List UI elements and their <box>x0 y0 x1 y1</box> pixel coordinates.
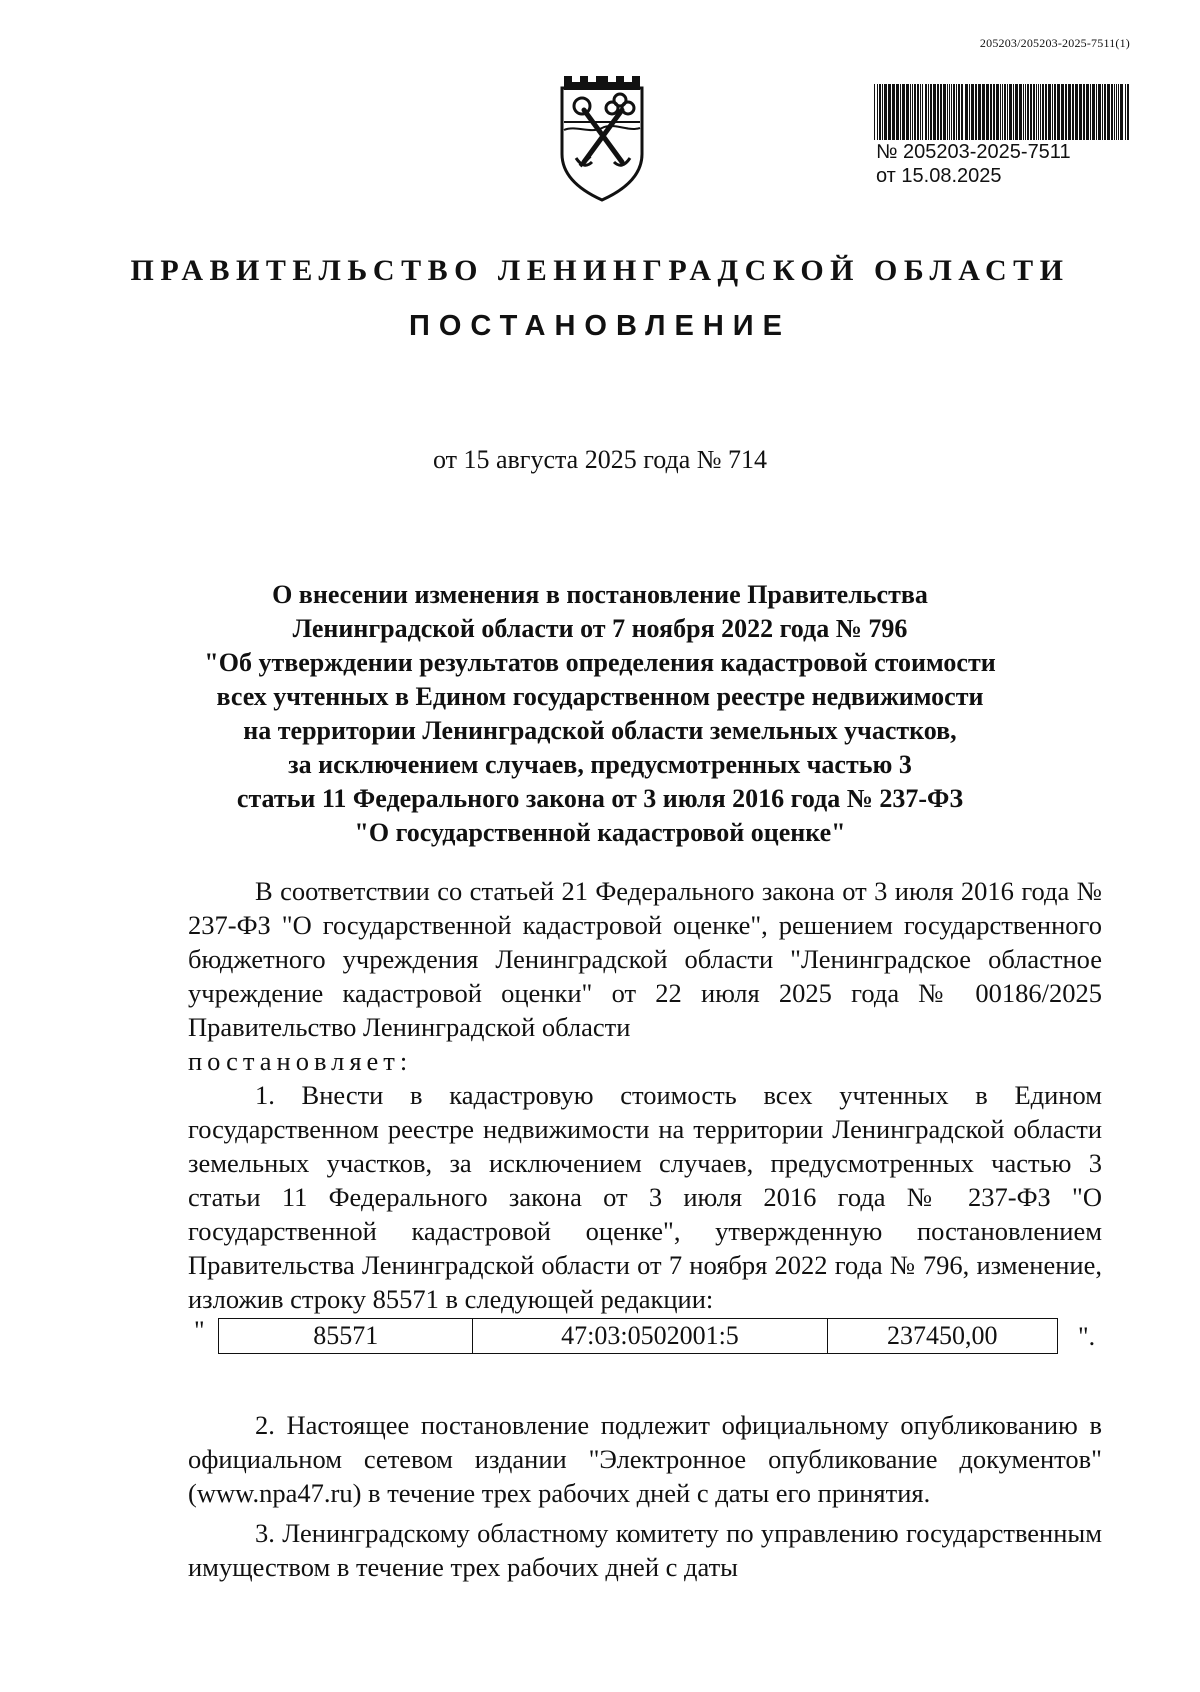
barcode-bar <box>969 84 970 140</box>
barcode-bar <box>996 84 999 140</box>
barcode-bar <box>910 84 911 140</box>
barcode-bar <box>1114 84 1115 140</box>
barcode-bar <box>982 84 985 140</box>
barcode-bar <box>975 84 977 140</box>
subject-line: "Об утверждении результатов определения кадастровой стоимости <box>204 648 996 677</box>
document-subject <box>160 578 1040 850</box>
barcode-bar <box>888 84 891 140</box>
decree-word: постановляет: <box>188 1046 413 1076</box>
close-quote: ". <box>1078 1322 1096 1351</box>
document-body-bottom <box>188 1408 1102 1584</box>
barcode-bar <box>925 84 927 140</box>
barcode-bar <box>1102 84 1103 140</box>
subject-line: всех учтенных в Едином государственном реестре недвижимости <box>216 682 984 711</box>
barcode-bar <box>1075 84 1078 140</box>
cadastral-number-cell: 47:03:0502001:5 <box>473 1319 827 1353</box>
barcode-bar <box>958 84 960 140</box>
barcode-bar <box>1092 84 1095 140</box>
barcode-bar <box>1086 84 1089 140</box>
barcode-bar <box>1052 84 1053 140</box>
barcode-bar <box>1019 84 1022 140</box>
document-body-top <box>188 874 1102 1316</box>
barcode-bar <box>1072 84 1074 140</box>
barcode-bar <box>1079 84 1082 140</box>
barcode-bar <box>1002 84 1003 140</box>
barcode-bar <box>1045 84 1047 140</box>
barcode-bar <box>892 84 895 140</box>
barcode-bar <box>1038 84 1039 140</box>
barcode-bar <box>1116 84 1117 140</box>
barcode-bar <box>879 84 881 140</box>
barcode-bar <box>1068 84 1071 140</box>
barcode-bar <box>1048 84 1051 140</box>
barcode-bar <box>1098 84 1101 140</box>
registration-info <box>876 140 1071 188</box>
barcode-bar <box>1027 84 1029 140</box>
subject-line: на территории Ленинградской области земельных участков, <box>243 716 957 745</box>
barcode-bar <box>1013 84 1014 140</box>
barcode-bar <box>928 84 929 140</box>
preamble-paragraph: В соответствии со статьей 21 Федерального закона от 3 июля 2016 года № 237-ФЗ "О государственной кадастровой оценке", решением государственного бюджетного учреждения Ленинградской области "Ленинградское областное учреждение кадастровой оценки" от 22 июля 2025 года № 00186/2025 Правительство Ленинградской области <box>188 876 1102 1042</box>
barcode-bar <box>990 84 992 140</box>
subject-line: за исключением случаев, предусмотренных частью 3 <box>288 750 912 779</box>
barcode-bar <box>1015 84 1018 140</box>
open-quote: " <box>194 1316 205 1345</box>
barcode-bar <box>1104 84 1106 140</box>
subject-line: О внесении изменения в постановление Правительства <box>272 580 928 609</box>
barcode-bar <box>1054 84 1056 140</box>
barcode-bar <box>949 84 950 140</box>
barcode-bar <box>933 84 936 140</box>
row-number-cell: 85571 <box>219 1319 473 1353</box>
barcode-bar <box>914 84 916 140</box>
barcode-bar <box>1009 84 1012 140</box>
barcode-bar <box>951 84 952 140</box>
barcode-bar <box>1042 84 1044 140</box>
leningrad-oblast-coat-of-arms-icon <box>556 70 648 204</box>
barcode-bar <box>900 84 901 140</box>
barcode-bar <box>920 84 921 140</box>
barcode-bar <box>1004 84 1006 140</box>
barcode-bar <box>877 84 878 140</box>
barcode-bar <box>1118 84 1119 140</box>
subject-line: Ленинградской области от 7 ноября 2022 года № 796 <box>292 614 908 643</box>
barcode-bar <box>906 84 909 140</box>
barcode-bar <box>1107 84 1110 140</box>
barcode-bar <box>896 84 899 140</box>
barcode-bar <box>1033 84 1035 140</box>
subject-line: "О государственной кадастровой оценке" <box>354 818 846 847</box>
amended-row-table <box>218 1318 1058 1354</box>
barcode-bar <box>943 84 946 140</box>
barcode-bar <box>912 84 913 140</box>
barcode-bar <box>1061 84 1064 140</box>
barcode-bar <box>1127 84 1129 140</box>
barcode-bar <box>937 84 939 140</box>
subject-line: статьи 11 Федерального закона от 3 июля 2016 года № 237-ФЗ <box>236 784 964 813</box>
barcode-bar <box>971 84 974 140</box>
item-1-paragraph: 1. Внести в кадастровую стоимость всех учтенных в Едином государственном реестре недвижимости на территории Ленинградской области земельных участков, за исключением случаев, предусмотренных частью 3 статьи 11 Федерального закона от 3 июля 2016 года № 237-ФЗ "О государственной кадастровой оценке", утвержденную постановлением Правительства Ленинградской области от 7 ноября 2022 года № 796, изменение, изложив строку 85571 в следующей редакции: <box>188 1080 1102 1314</box>
barcode-bar <box>1036 84 1037 140</box>
barcode-bar <box>986 84 989 140</box>
barcode-bar <box>882 84 883 140</box>
barcode-bar <box>930 84 932 140</box>
barcode-bar <box>1083 84 1085 140</box>
barcode-bar <box>922 84 923 140</box>
barcode-bar <box>1025 84 1026 140</box>
registration-date: от 15.08.2025 <box>876 165 1002 187</box>
barcode-bar <box>1096 84 1097 140</box>
barcode-bar <box>1057 84 1060 140</box>
barcode-bar <box>917 84 919 140</box>
barcode-bar <box>953 84 955 140</box>
barcode-bar <box>940 84 942 140</box>
barcode <box>874 84 1130 140</box>
barcode-bar <box>1023 84 1024 140</box>
barcode-bar <box>961 84 963 140</box>
item-2-paragraph: 2. Настоящее постановление подлежит официальному опубликованию в официальном сетевом издании "Электронное опубликование документов" (www.npa47.ru) в течение трех рабочих дней с даты его принятия. <box>188 1410 1102 1508</box>
barcode-bar <box>874 84 875 140</box>
barcode-bar <box>1000 84 1001 140</box>
barcode-bar <box>956 84 957 140</box>
barcode-bar <box>1007 84 1008 140</box>
registry-code: 205203/205203-2025-7511(1) <box>979 36 1130 50</box>
document-date-number: от 15 августа 2025 года № 714 <box>432 445 768 474</box>
document-type: ПОСТАНОВЛЕНИЕ <box>409 310 791 342</box>
barcode-bar <box>1090 84 1091 140</box>
registration-number: № 205203-2025-7511 <box>876 141 1071 163</box>
barcode-bar <box>1125 84 1126 140</box>
barcode-bar <box>1065 84 1067 140</box>
barcode-bar <box>1030 84 1032 140</box>
amended-row <box>188 1318 1102 1358</box>
government-title: ПРАВИТЕЛЬСТВО ЛЕНИНГРАДСКОЙ ОБЛАСТИ <box>130 254 1070 287</box>
barcode-bar <box>978 84 981 140</box>
barcode-bar <box>947 84 948 140</box>
item-3-paragraph: 3. Ленинградскому областному комитету по управлению государственным имуществом в течение трех рабочих дней с даты <box>188 1518 1102 1582</box>
barcode-bar <box>902 84 905 140</box>
barcode-bar <box>1040 84 1041 140</box>
barcode-bar <box>993 84 995 140</box>
barcode-bar <box>884 84 887 140</box>
barcode-bar <box>1111 84 1113 140</box>
cadastral-value-cell: 237450,00 <box>887 1321 998 1350</box>
barcode-bar <box>965 84 968 140</box>
barcode-bar <box>1120 84 1123 140</box>
